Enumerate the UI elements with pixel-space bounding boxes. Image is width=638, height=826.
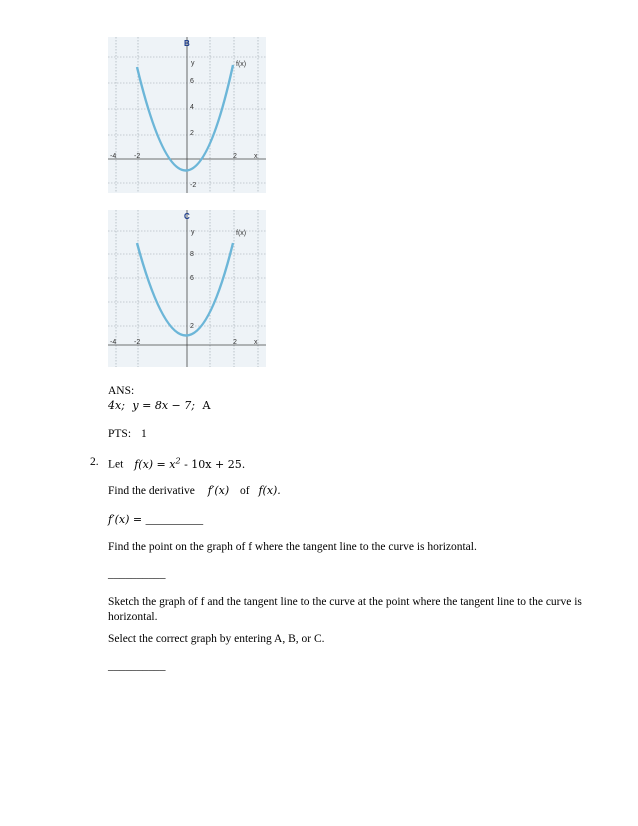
question-number: 2.	[90, 456, 99, 468]
graph-c-svg	[108, 210, 266, 367]
graph-b-svg	[108, 37, 266, 193]
function-exponent: 2	[175, 456, 181, 465]
graph-b-func-label: f(x)	[236, 61, 247, 68]
sketch-text-line-1: Sketch the graph of f and the tangent line to the curve at the point where the tangent line to the curve is	[108, 596, 582, 608]
f-of-x-symbol: f(x).	[258, 484, 281, 497]
graph-c-curve	[137, 243, 233, 336]
answer-label: ANS:	[108, 385, 135, 397]
graph-b-ytick: 4	[190, 104, 194, 111]
answer-line	[108, 399, 210, 412]
graph-b-xtick: 2	[233, 153, 237, 160]
find-derivative-text: Find the derivative	[108, 485, 195, 497]
answer-derivative: 4x;	[108, 399, 125, 412]
let-label: Let	[108, 458, 124, 471]
points-value: 1	[141, 428, 147, 440]
graph-b-x-axis-label: x	[254, 153, 258, 160]
graph-b-ytick: 2	[190, 130, 194, 137]
graph-c-xtick: -2	[134, 339, 141, 346]
graph-b	[108, 37, 266, 193]
graph-b-ytick: 6	[190, 78, 194, 85]
graph-b-curve	[137, 65, 233, 171]
graph-c-xtick: -4	[110, 339, 117, 346]
graph-c-ytick: 2	[190, 323, 194, 330]
graph-c-ytick: 6	[190, 275, 194, 282]
graph-b-label: B	[184, 39, 190, 48]
point-blank[interactable]: __________	[108, 568, 166, 580]
function-definition	[134, 458, 245, 471]
graph-c-y-axis-label: y	[191, 229, 195, 236]
graph-b-y-axis-label: y	[191, 60, 195, 67]
graph-b-xtick: -4	[110, 153, 117, 160]
graph-c-xtick: 2	[233, 339, 237, 346]
answer-tangent: y = 8x − 7;	[132, 399, 195, 412]
graph-c-label: C	[184, 212, 190, 221]
f-prime-symbol: f′(x)	[207, 484, 230, 497]
find-point-text: Find the point on the graph of f where the tangent line to the curve is horizontal.	[108, 541, 477, 553]
derivative-answer-line	[108, 513, 203, 526]
sketch-text-line-2: horizontal.	[108, 611, 158, 623]
graph-c-func-label: f(x)	[236, 230, 247, 237]
select-graph-text: Select the correct graph by entering A, B, or C.	[108, 633, 325, 645]
find-derivative-line	[108, 484, 281, 497]
graph-c-x-axis-label: x	[254, 339, 258, 346]
answer-graph-choice: A	[202, 399, 211, 412]
points-label: PTS:	[108, 428, 132, 440]
question-let-line	[108, 456, 245, 471]
graph-b-xtick: -2	[134, 153, 141, 160]
function-lhs: f(x) = x	[134, 457, 176, 471]
of-label: of	[239, 485, 250, 497]
graph-c	[108, 210, 266, 367]
derivative-prompt: f′(x) =	[108, 513, 146, 526]
function-rest: - 10x + 25.	[180, 457, 246, 471]
derivative-blank[interactable]: __________	[145, 514, 204, 526]
graph-c-ytick: 8	[190, 251, 194, 258]
graph-choice-blank[interactable]: __________	[108, 660, 166, 672]
graph-b-ytick: -2	[190, 182, 197, 189]
